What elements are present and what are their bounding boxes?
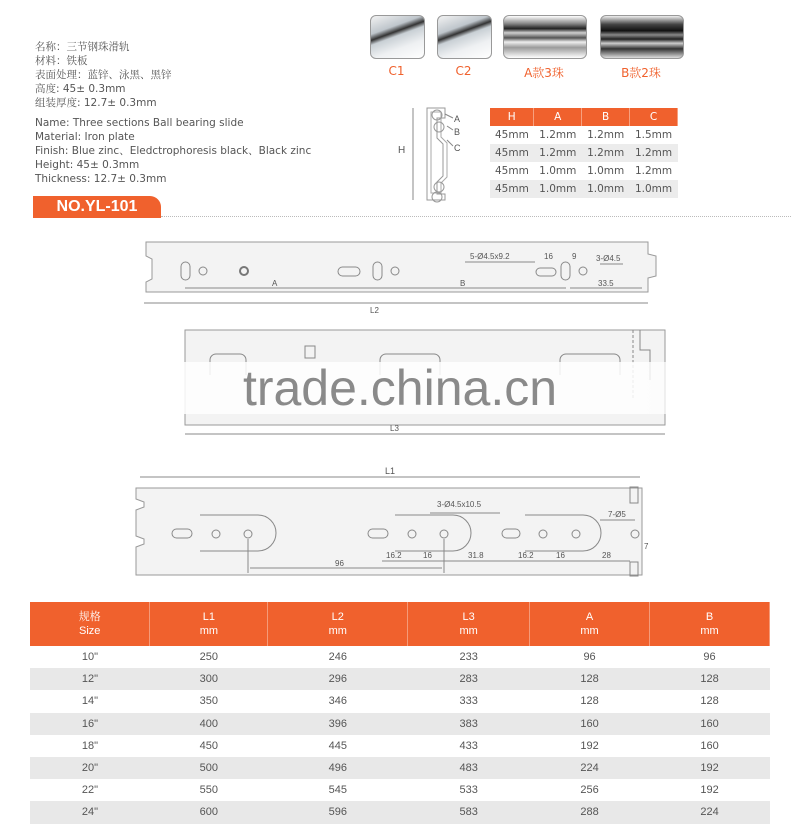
table-cell: 1.0mm: [630, 180, 678, 198]
table-row: [30, 713, 770, 735]
size-table: [30, 602, 770, 824]
table-cell: 1.2mm: [534, 144, 582, 162]
table-cell: 300: [150, 668, 268, 690]
table-cell: 160: [700, 739, 719, 752]
header-line: mm: [328, 625, 347, 637]
thumbnail-b: [600, 15, 684, 59]
dim-16: 16: [544, 252, 553, 261]
dim-l1: L1: [385, 466, 396, 476]
thumbnail-label: A款3珠: [524, 66, 564, 80]
dim-hole: 7-Ø5: [608, 510, 626, 519]
table-cell: 283: [408, 668, 530, 690]
table-cell: 396: [268, 713, 408, 735]
dim-16-2: 16.2: [386, 551, 402, 560]
table-cell: 12": [30, 668, 150, 690]
table-cell: 583: [408, 801, 530, 823]
divider: [161, 216, 791, 217]
table-cell: 296: [268, 668, 408, 690]
column-header: [268, 602, 408, 646]
table-cell: 233: [459, 651, 478, 664]
spec-en-height: Height: 45± 0.3mm: [35, 159, 140, 171]
table-cell: 45mm: [494, 165, 529, 177]
thumbnail-label: C1: [388, 64, 405, 78]
table-row: [30, 646, 770, 668]
table-row: [490, 126, 678, 144]
table-cell: 600: [150, 801, 268, 823]
label-c: C: [454, 143, 461, 153]
table-cell: 1.5mm: [634, 129, 673, 141]
table-cell: 350: [199, 695, 219, 708]
table-cell: 496: [268, 757, 408, 779]
header-line: B: [705, 611, 714, 623]
table-cell: 18": [81, 739, 99, 752]
column-header: [30, 602, 150, 646]
table-cell: 500: [150, 757, 268, 779]
table-cell: 1.0mm: [582, 180, 630, 198]
dim-b: B: [460, 279, 466, 288]
spec-cn-material: 材料：铁板: [35, 55, 88, 67]
table-cell: 1.2mm: [539, 129, 577, 141]
table-cell: 22": [81, 784, 99, 797]
table-cell: 383: [408, 713, 530, 735]
table-cell: 1.2mm: [630, 144, 678, 162]
spec-cn: [35, 40, 172, 110]
table-row: [30, 690, 770, 712]
spec-cn-thickness: 组装厚度: 12.7± 0.3mm: [35, 97, 157, 109]
table-cell: 14": [81, 695, 99, 708]
table-cell: 1.0mm: [534, 180, 582, 198]
spec-cn-name: 名称：三节钢珠滑轨: [35, 41, 130, 53]
table-row: [490, 144, 678, 162]
table-cell: 45mm: [494, 129, 529, 141]
dim-28: 28: [602, 551, 611, 560]
model-badge: NO.YL-101: [33, 196, 161, 218]
dim-33-5: 33.5: [598, 279, 614, 288]
column-header: [650, 602, 770, 646]
dim-7: 7: [644, 542, 649, 551]
table-cell: 433: [459, 739, 478, 752]
thumbnail-c1: [370, 15, 425, 59]
header-line: L1: [202, 611, 215, 623]
header-a: A: [534, 108, 582, 126]
thumbnail-a: [503, 15, 587, 59]
table-row: [30, 668, 770, 690]
table-cell: 1.0mm: [539, 165, 577, 177]
header-h: H: [490, 108, 534, 126]
header-b: B: [582, 108, 630, 126]
table-row: [30, 735, 770, 757]
label-b: B: [454, 127, 461, 137]
table-cell: 445: [328, 739, 347, 752]
header-line: mm: [580, 625, 599, 637]
dim-hole: 3-Ø4.5: [596, 254, 621, 263]
table-cell: 545: [328, 784, 347, 797]
table-cell: 24": [30, 801, 150, 823]
table-cell: 550: [199, 784, 219, 797]
h-label: H: [398, 145, 406, 156]
table-cell: 256: [580, 784, 599, 797]
table-cell: 45mm: [490, 144, 534, 162]
dim-16: 16: [423, 551, 432, 560]
spec-en-material: Material: Iron plate: [35, 131, 135, 143]
spec-en-thickness: Thickness: 12.7± 0.3mm: [35, 173, 167, 185]
table-row: [30, 779, 770, 801]
dim-31-8: 31.8: [468, 551, 484, 560]
table-cell: 192: [650, 757, 770, 779]
cross-section-diagram: [395, 100, 475, 205]
table-cell: 533: [459, 784, 478, 797]
table-cell: 10": [81, 651, 99, 664]
dim-a: A: [272, 279, 278, 288]
table-cell: 192: [700, 784, 719, 797]
table-cell: 288: [530, 801, 650, 823]
table-cell: 160: [650, 713, 770, 735]
header-line: mm: [199, 625, 219, 637]
table-row: [30, 801, 770, 823]
table-cell: 483: [408, 757, 530, 779]
table-cell: 1.2mm: [582, 144, 630, 162]
thickness-table: [490, 108, 678, 198]
table-cell: 16": [30, 713, 150, 735]
table-cell: 128: [580, 695, 599, 708]
spec-cn-height: 高度: 45± 0.3mm: [35, 83, 126, 95]
table-cell: 346: [328, 695, 347, 708]
table-cell: 1.2mm: [587, 129, 625, 141]
dim-l3: L3: [390, 424, 399, 433]
spec-en: [35, 116, 311, 186]
spec-en-name: Name: Three sections Ball bearing slide: [35, 117, 244, 129]
header-line: A: [585, 611, 594, 623]
dim-16: 16: [556, 551, 565, 560]
dim-slot: 3-Ø4.5x10.5: [437, 500, 482, 509]
thumbnail-c2: [437, 15, 492, 59]
table-cell: 128: [530, 668, 650, 690]
table-row: [490, 180, 678, 198]
table-cell: 128: [650, 668, 770, 690]
header-line: mm: [459, 625, 478, 637]
table-cell: 224: [650, 801, 770, 823]
table-cell: 246: [328, 651, 347, 664]
watermark: trade.china.cn: [0, 362, 800, 414]
column-header: [408, 602, 530, 646]
label-a: A: [454, 114, 461, 124]
table-cell: 45mm: [490, 180, 534, 198]
column-header: [150, 602, 268, 646]
table-cell: 596: [268, 801, 408, 823]
dim-16-2: 16.2: [518, 551, 534, 560]
table-cell: 333: [459, 695, 478, 708]
table-cell: 96: [703, 651, 716, 664]
dim-9: 9: [572, 252, 577, 261]
table-row: [490, 162, 678, 180]
table-cell: 450: [199, 739, 219, 752]
dim-96: 96: [335, 559, 344, 568]
table-cell: 250: [199, 651, 219, 664]
table-cell: 20": [30, 757, 150, 779]
header-line: 规格: [78, 611, 101, 623]
table-row: [30, 757, 770, 779]
drawing-l2: [140, 235, 680, 317]
column-header: [530, 602, 650, 646]
header-c: C: [630, 108, 678, 126]
header-line: Size: [79, 625, 101, 637]
header-line: L2: [331, 611, 344, 623]
table-cell: 128: [700, 695, 719, 708]
table-cell: 160: [530, 713, 650, 735]
header-line: mm: [700, 625, 719, 637]
header-line: L3: [462, 611, 475, 623]
table-cell: 192: [580, 739, 599, 752]
table-cell: 400: [150, 713, 268, 735]
table-cell: 224: [530, 757, 650, 779]
drawing-l1: [130, 455, 655, 580]
thumbnail-label: B款2珠: [621, 66, 661, 80]
dim-l2: L2: [370, 306, 379, 315]
spec-en-finish: Finish: Blue zinc、Eledctrophoresis black、Black zinc: [35, 145, 312, 157]
dim-slot: 5-Ø4.5x9.2: [470, 252, 510, 261]
table-cell: 1.0mm: [587, 165, 625, 177]
spec-cn-finish: 表面处理：蓝锌、泳黑、黑锌: [35, 69, 172, 81]
thumbnail-label: C2: [455, 64, 472, 78]
table-cell: 96: [583, 651, 596, 664]
table-cell: 1.2mm: [634, 165, 673, 177]
